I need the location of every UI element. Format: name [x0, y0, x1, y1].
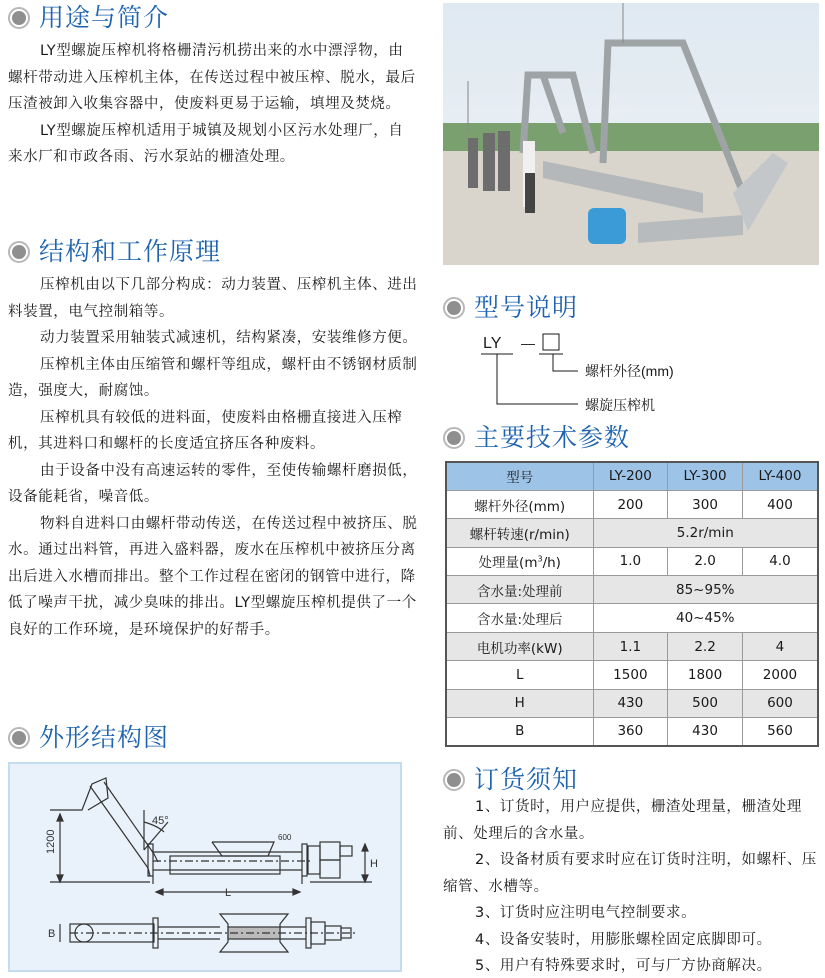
table-cell: 4.0 [742, 547, 818, 575]
table-cell: 360 [593, 718, 668, 746]
dim-label-b: B [48, 928, 56, 940]
paragraph: 压榨机主体由压缩管和螺杆等组成，螺杆由不锈钢材质制造，强度大，耐腐蚀。 [8, 356, 418, 399]
table-cell-merged: 5.2r/min [593, 519, 818, 547]
row-label: 电机功率(kW) [446, 632, 593, 660]
section-title: 外形结构图 [39, 723, 170, 752]
section-header-shape [8, 720, 169, 756]
order-item: 2、设备材质有要求时应在订货时注明，如螺杆、压缩管、水槽等。 [443, 852, 818, 895]
row-label: 含水量:处理后 [446, 604, 593, 632]
table-cell-merged: 40~45% [593, 604, 818, 632]
table-row [446, 490, 818, 518]
paragraph: 由于设备中没有高速运转的零件，至使传输螺杆磨损低，设备能耗省，噪音低。 [8, 462, 418, 505]
dim-label-l: L [225, 887, 232, 899]
row-label: 含水量:处理前 [446, 576, 593, 604]
order-item: 3、订货时应注明电气控制要求。 [475, 905, 697, 921]
outline-diagram [8, 762, 402, 972]
section-header-order [443, 762, 578, 798]
dim-label-1200: 1200 [45, 829, 57, 854]
section-header-intro [8, 0, 169, 36]
paragraph: 压榨机具有较低的进料面，使废料由格栅直接进入压榨机，其进料口和螺杆的长度适宜挤压各种废料。 [8, 409, 403, 452]
circle-bullet-icon [8, 7, 30, 29]
table-cell: 1.0 [593, 547, 668, 575]
model-prefix: LY [483, 335, 502, 352]
table-cell: 2000 [742, 661, 818, 689]
table-row [446, 519, 818, 547]
section-header-params [443, 420, 630, 456]
paragraph: 物料自进料口由螺杆带动传送，在传送过程中被挤压、脱水。通过出料管，再进入盛料器，废水在压榨机中被挤压分离出后进入水槽而排出。整个工作过程在密闭的钢管中进行，降低了噪声干扰，减少臭味的排出。LY型螺旋压榨机提供了一个良好的工作环境，是环境保护的好帮手。 [8, 515, 418, 638]
row-label: 螺杆转速(r/min) [446, 519, 593, 547]
model-label-machine: 螺旋压榨机 [585, 397, 655, 413]
order-item: 1、订货时，用户应提供，栅渣处理量，栅渣处理前、处理后的含水量。 [443, 799, 802, 842]
dim-label-h: H [370, 858, 378, 870]
table-cell-merged: 85~95% [593, 576, 818, 604]
circle-bullet-icon [443, 769, 465, 791]
model-size-box [543, 334, 559, 350]
model-label-diameter: 螺杆外径(mm) [585, 363, 674, 379]
row-label: 螺杆外径(mm) [446, 490, 593, 518]
row-label: H [446, 689, 593, 717]
table-header-row [446, 462, 818, 490]
paragraph: LY型螺旋压榨机适用于城镇及规划小区污水处理厂，自来水厂和市政各雨、污水泵站的栅渣处理。 [8, 122, 404, 165]
section-title: 型号说明 [474, 293, 579, 322]
circle-bullet-icon [8, 727, 30, 749]
table-cell: 200 [593, 490, 668, 518]
table-row [446, 689, 818, 717]
table-row [446, 576, 818, 604]
section-title: 结构和工作原理 [39, 237, 222, 266]
circle-bullet-icon [8, 241, 30, 263]
table-cell: 430 [668, 718, 743, 746]
table-cell: 1800 [668, 661, 743, 689]
model-dash: — [521, 335, 535, 351]
structure-body [8, 272, 420, 643]
row-label: L [446, 661, 593, 689]
table-cell: 560 [742, 718, 818, 746]
dim-label-hopper: 600 [278, 833, 292, 842]
order-item: 4、设备安装时，用膨胀螺栓固定底脚即可。 [475, 931, 772, 948]
table-header-cell: LY-300 [668, 462, 743, 490]
table-row [446, 661, 818, 689]
table-header-cell: LY-200 [593, 462, 668, 490]
table-header-cell: LY-400 [742, 462, 818, 490]
order-notes [443, 794, 823, 978]
row-label: 处理量$(m^3/h)$ [446, 547, 593, 575]
table-cell: 300 [668, 490, 743, 518]
circle-bullet-icon [443, 427, 465, 449]
paragraph: 动力装置采用轴装式减速机，结构紧凑，安装维修方便。 [40, 330, 418, 346]
order-item: 5、用户有特殊要求时，可与厂方协商解决。 [475, 958, 772, 974]
table-row [446, 632, 818, 660]
table-cell: 2.0 [668, 547, 743, 575]
table-cell: 600 [742, 689, 818, 717]
circle-bullet-icon [443, 297, 465, 319]
table-cell: 500 [668, 689, 743, 717]
table-row [446, 547, 818, 575]
dim-label-angle: 45° [152, 815, 169, 827]
outline-drawing [10, 764, 400, 970]
table-header-cell: 型号 [446, 462, 593, 490]
table-cell: 400 [742, 490, 818, 518]
table-cell: 1500 [593, 661, 668, 689]
section-title: 用途与简介 [39, 3, 170, 32]
section-header-model [443, 290, 578, 326]
spiral-press-machine-photo [443, 3, 819, 265]
intro-body [8, 38, 418, 171]
paragraph: 压榨机由以下几部分构成：动力装置、压榨机主体、进出料装置，电气控制箱等。 [8, 277, 418, 320]
table-cell: 2.2 [668, 632, 743, 660]
table-row [446, 718, 818, 746]
section-title: 订货须知 [474, 765, 579, 794]
table-cell: 430 [593, 689, 668, 717]
model-code-diagram [443, 330, 819, 420]
paragraph: LY型螺旋压榨机将格栅清污机捞出来的水中漂浮物，由螺杆带动进入压榨机主体，在传送过程中被压榨、脱水，最后压渣被卸入收集容器中，使废料更易于运输，填埋及焚烧。 [8, 43, 416, 112]
table-cell: 1.1 [593, 632, 668, 660]
params-table [445, 461, 819, 747]
table-cell: 4 [742, 632, 818, 660]
section-header-structure [8, 234, 221, 270]
table-row [446, 604, 818, 632]
machine-photo [443, 3, 819, 265]
section-title: 主要技术参数 [474, 423, 631, 452]
row-label: B [446, 718, 593, 746]
